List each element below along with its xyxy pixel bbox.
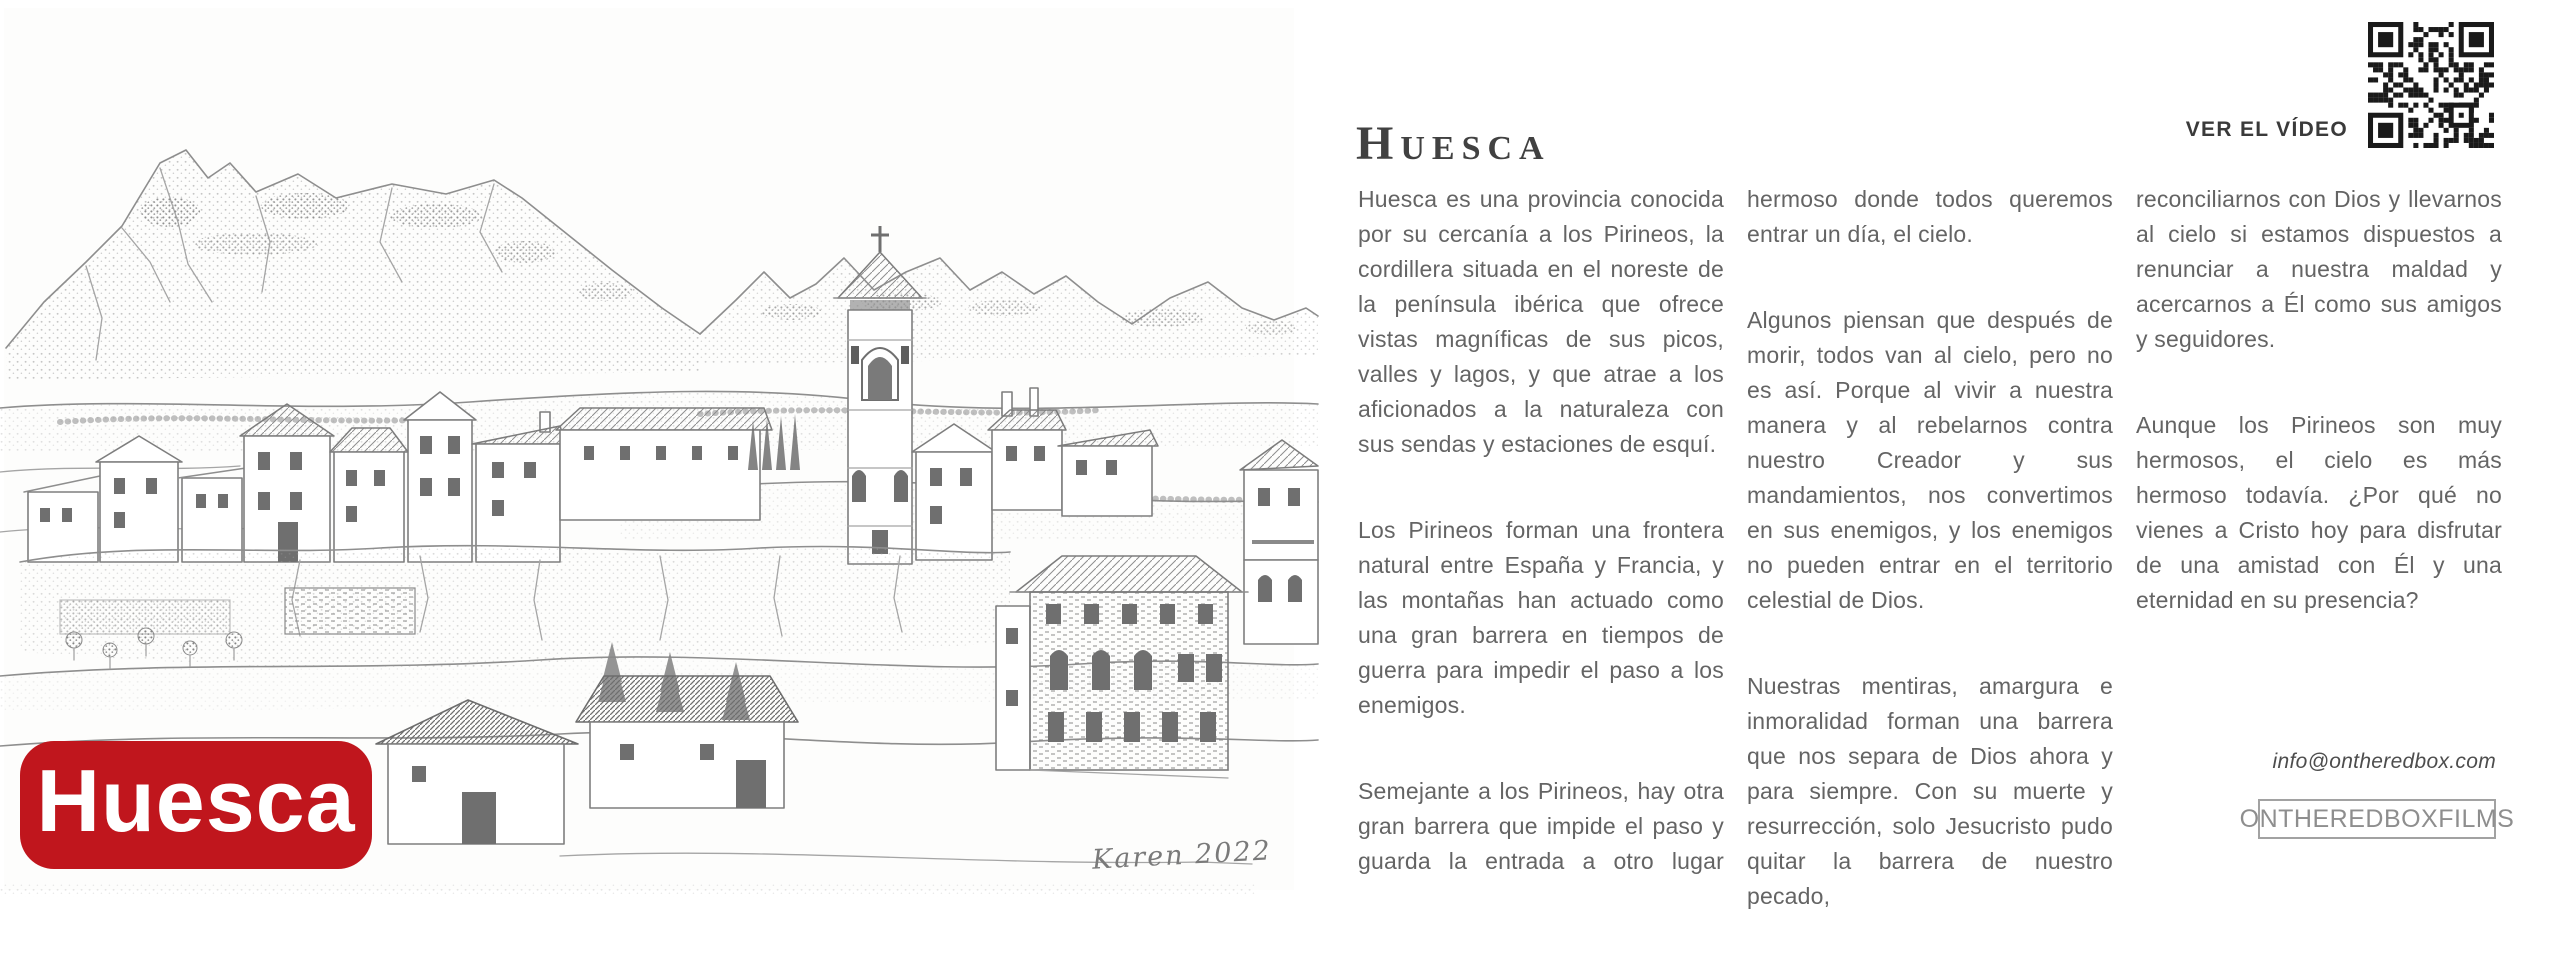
logo-text: ONTHEREDBOXFILMS xyxy=(2239,804,2515,833)
paragraph: Algunos piensan que después de morir, todos van al cielo, pero no es así. Porque al vivir a nuestra manera y al rebelarnos contra nuestro Creador y sus mandamientos, nos convertimos en sus enemigos, y los enemigos no pueden entrar en el territorio celestial de Dios. xyxy=(1747,307,2113,613)
paragraph: Los Pirineos forman una frontera natural entre España y Francia, y las montañas han actuado como una gran barrera en tiempos de guerra para impedir el paso a los enemigos. xyxy=(1358,517,1724,718)
town-illustration xyxy=(0,0,1320,898)
page-title: Huesca xyxy=(1356,117,1551,171)
artist-signature: Karen 2022 xyxy=(1091,835,1273,876)
huesca-badge xyxy=(20,741,372,869)
paragraph: reconciliarnos con Dios y llevarnos al cielo si estamos dispuestos a renunciar a nuestra maldad y acercarnos a Él como sus amigos y seguidores. xyxy=(2136,186,2502,352)
cliffs xyxy=(20,546,1010,669)
paragraph: hermoso donde todos queremos entrar un día, el cielo. xyxy=(1747,186,2113,247)
ontheredboxfilms-logo xyxy=(2239,799,2515,839)
badge-label: Huesca xyxy=(36,751,356,850)
video-cta-label: VER EL VÍDEO xyxy=(2185,118,2348,141)
qr-code-icon xyxy=(2368,22,2494,148)
paragraph: Nuestras mentiras, amargura e inmoralidad forman una barrera que nos separa de Dios ahora y para siempre. Con su muerte y resurrección, solo Jesucristo pudo quitar la barrera de nuestro pecado, xyxy=(1747,673,2113,909)
text-column-1 xyxy=(1358,182,1724,965)
large-building xyxy=(996,556,1248,778)
text-column-2 xyxy=(1747,182,2113,965)
barn-b-roof xyxy=(576,676,798,722)
paragraph: Aunque los Pirineos son muy hermosos, el cielo es más hermoso todavía. ¿Por qué no vienes a Cristo hoy para disfrutar de una amistad con Él y una eternidad en su presencia? xyxy=(2136,412,2502,613)
text-column-3 xyxy=(2136,182,2502,965)
paragraph: Huesca es una provincia conocida por su cercanía a los Pirineos, la cordillera situada en el noreste de la península ibérica que ofrece vistas magníficas de sus picos, valles y lagos, y que atrae a los aficionados a la naturaleza con sus sendas y estaciones de esquí. xyxy=(1358,186,1724,457)
contact-email: info@ontheredbox.com xyxy=(2272,750,2496,773)
paragraph: Semejante a los Pirineos, hay otra gran barrera que impide el paso y guarda la entrada a otro lugar xyxy=(1358,778,1724,874)
article-columns xyxy=(1358,182,2504,965)
scan-edge-smudge xyxy=(0,884,1255,897)
